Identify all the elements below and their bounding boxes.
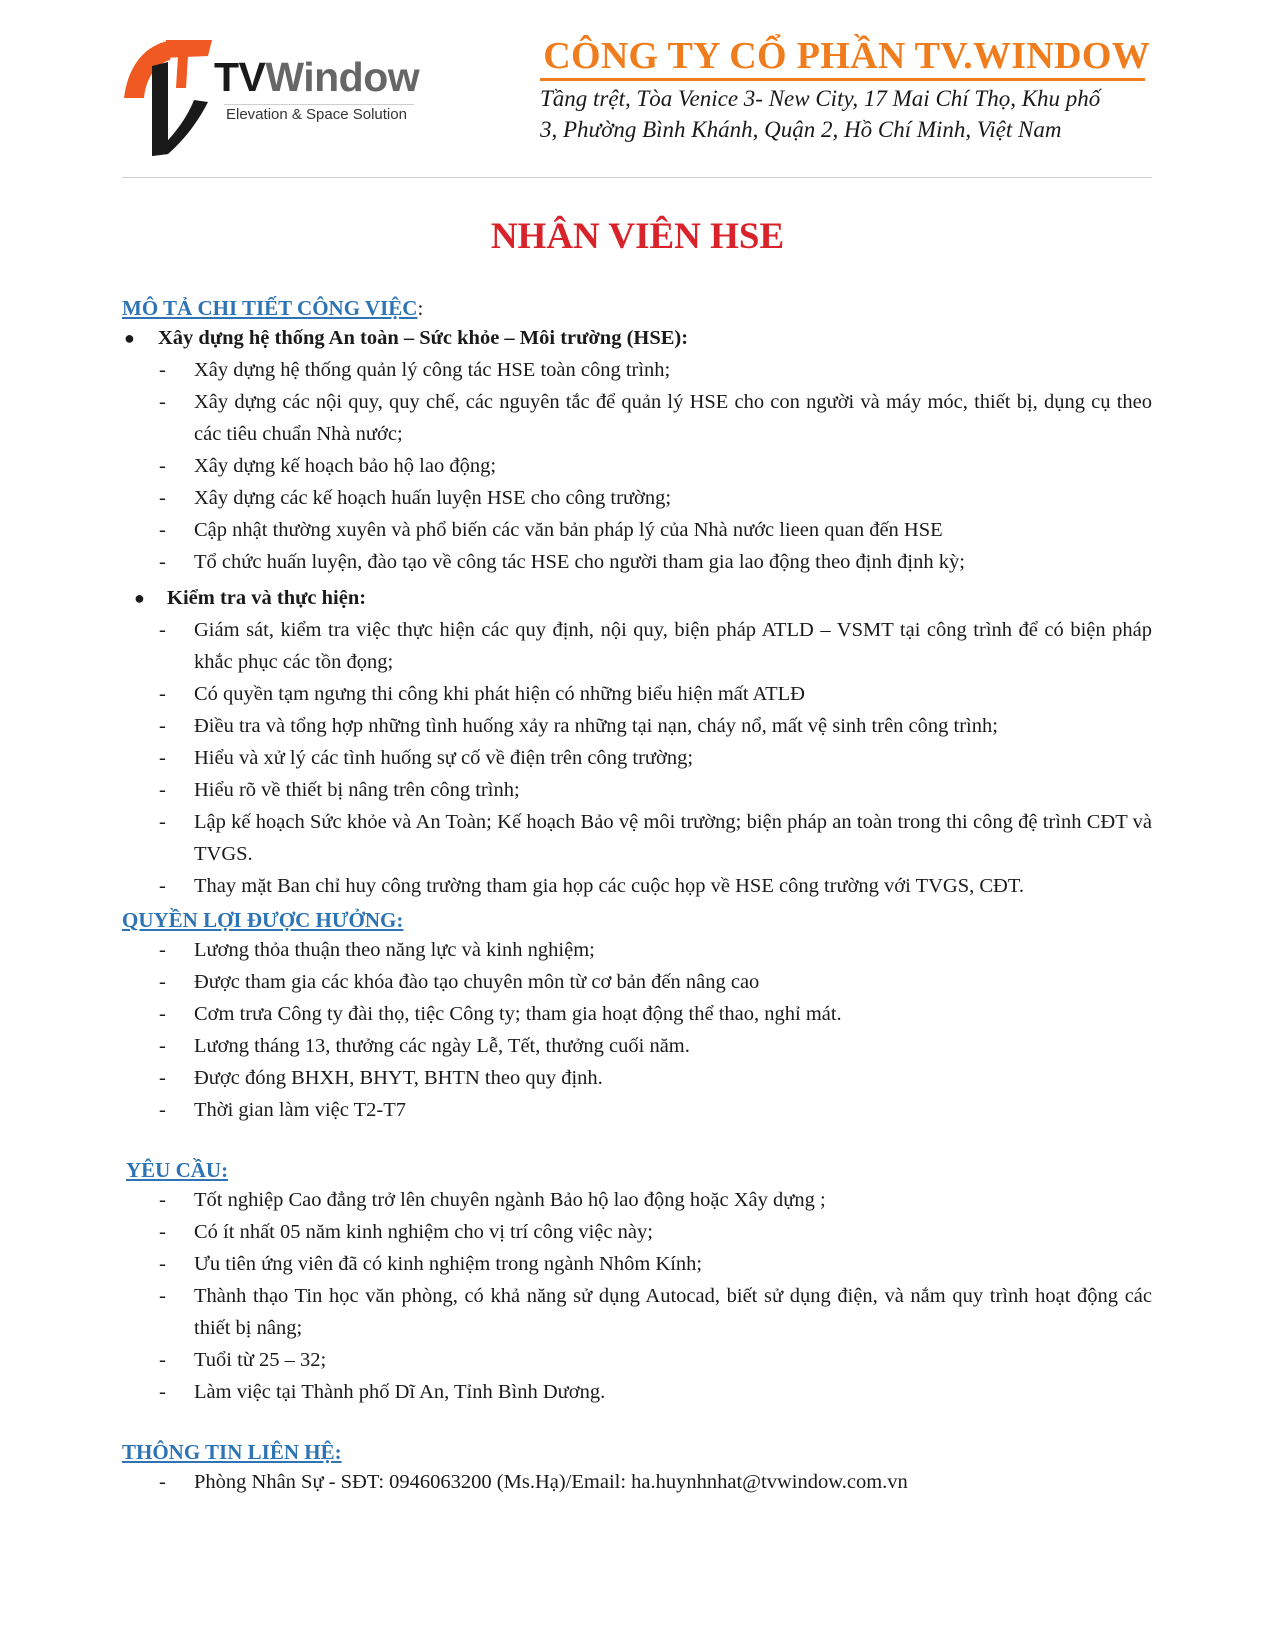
dash-bullet: - <box>159 1253 166 1275</box>
company-address-line-2: 3, Phường Bình Khánh, Quận 2, Hồ Chí Minh, Việt Nam <box>540 117 1062 142</box>
list-item-text: Được đóng BHXH, BHYT, BHTN theo quy định. <box>194 1067 603 1089</box>
dash-bullet: - <box>159 971 166 993</box>
company-address <box>535 83 1150 145</box>
bullet-group-title-hse <box>122 322 1152 354</box>
list-item <box>122 870 1152 902</box>
list-item <box>122 450 1152 482</box>
list-item-text: Lập kế hoạch Sức khỏe và An Toàn; Kế hoạch Bảo vệ môi trường; biện pháp an toàn trong thi công đệ trình CĐT và TVGS. <box>194 811 1152 865</box>
section-heading-description <box>122 294 1152 322</box>
logo-wordmark-window: Window <box>265 54 420 100</box>
section-heading-requirements: YÊU CẦU: <box>126 1158 229 1182</box>
list-item-text: Thay mặt Ban chỉ huy công trường tham gia họp các cuộc họp về HSE công trường với TVGS, CĐT. <box>194 875 1024 897</box>
list-item-text: Có quyền tạm ngưng thi công khi phát hiện có những biểu hiện mất ATLĐ <box>194 683 805 705</box>
list-item <box>122 1344 1152 1376</box>
company-name-underline <box>540 78 1145 81</box>
logo-wordmark <box>214 54 419 101</box>
logo-tagline: Elevation & Space Solution <box>226 106 407 123</box>
header-divider <box>122 177 1152 178</box>
list-item-text: Lương tháng 13, thưởng các ngày Lễ, Tết, thưởng cuối năm. <box>194 1035 690 1057</box>
job-content <box>122 294 1152 1498</box>
dash-bullet: - <box>159 359 166 381</box>
list-item-text: Cập nhật thường xuyên và phổ biến các văn bản pháp lý của Nhà nước lieen quan đến HSE <box>194 519 943 541</box>
section-heading-description-colon: : <box>417 296 424 320</box>
dash-bullet: - <box>159 811 166 833</box>
list-item <box>122 546 1152 578</box>
dash-bullet: - <box>159 1221 166 1243</box>
list-item-text: Cơm trưa Công ty đài thọ, tiệc Công ty; tham gia hoạt động thể thao, nghỉ mát. <box>194 1003 842 1025</box>
dash-bullet: - <box>159 551 166 573</box>
dash-bullet: - <box>159 391 166 413</box>
list-item-text: Ưu tiên ứng viên đã có kinh nghiệm trong ngành Nhôm Kính; <box>194 1253 703 1275</box>
list-item <box>122 806 1152 870</box>
job-title: NHÂN VIÊN HSE <box>490 216 785 257</box>
list-item <box>122 742 1152 774</box>
list-item-text: Xây dựng các nội quy, quy chế, các nguyên tắc để quản lý HSE cho con người và máy móc, thiết bị, dụng cụ theo các tiêu chuẩn Nhà nước; <box>194 391 1152 445</box>
section-heading-benefits: QUYỀN LỢI ĐƯỢC HƯỞNG: <box>122 908 404 932</box>
list-item <box>122 1062 1152 1094</box>
list-item <box>122 966 1152 998</box>
dash-bullet: - <box>159 1067 166 1089</box>
dash-bullet: - <box>159 875 166 897</box>
dash-bullet: - <box>159 779 166 801</box>
company-info <box>535 34 1150 145</box>
list-item <box>122 386 1152 450</box>
section-heading-contact: THÔNG TIN LIÊN HỆ: <box>122 1440 342 1464</box>
dash-bullet: - <box>159 715 166 737</box>
logo-tagline-rule <box>224 104 414 105</box>
dash-bullet: - <box>159 619 166 641</box>
dash-bullet: - <box>159 1285 166 1307</box>
list-item-text: Được tham gia các khóa đào tạo chuyên môn từ cơ bản đến nâng cao <box>194 971 760 993</box>
list-item <box>122 710 1152 742</box>
list-item <box>122 1094 1152 1126</box>
list-item <box>122 934 1152 966</box>
dash-bullet: - <box>159 519 166 541</box>
list-item-text: Có ít nhất 05 năm kinh nghiệm cho vị trí công việc này; <box>194 1221 653 1243</box>
list-item-text: Tổ chức huấn luyện, đào tạo về công tác HSE cho người tham gia lao động theo định định kỳ; <box>194 551 965 573</box>
list-item-text: Tuổi từ 25 – 32; <box>194 1349 327 1371</box>
list-item <box>122 1248 1152 1280</box>
dash-bullet: - <box>159 455 166 477</box>
list-item-text: Xây dựng kế hoạch bảo hộ lao động; <box>194 455 497 477</box>
list-item-text: Làm việc tại Thành phố Dĩ An, Tỉnh Bình Dương. <box>194 1381 606 1403</box>
dash-bullet: - <box>159 1381 166 1403</box>
list-item <box>122 1030 1152 1062</box>
list-item-text: Hiểu và xử lý các tình huống sự cố về điện trên công trường; <box>194 747 694 769</box>
dash-bullet: - <box>159 1349 166 1371</box>
list-item <box>122 998 1152 1030</box>
list-item-text: Lương thỏa thuận theo năng lực và kinh nghiệm; <box>194 939 595 961</box>
list-item-text: Tốt nghiệp Cao đẳng trở lên chuyên ngành Bảo hộ lao động hoặc Xây dựng ; <box>194 1189 826 1211</box>
list-item-text: Giám sát, kiểm tra việc thực hiện các quy định, nội quy, biện pháp ATLD – VSMT tại công trình để có biện pháp khắc phục các tồn đọng; <box>194 619 1152 673</box>
list-item <box>122 1216 1152 1248</box>
list-item <box>122 1376 1152 1408</box>
contact-text: Phòng Nhân Sự - SĐT: 0946063200 (Ms.Hạ)/Email: ha.huynhnhat@tvwindow.com.vn <box>194 1471 908 1493</box>
bullet-group-title-inspection <box>122 582 1152 614</box>
dash-bullet: - <box>159 747 166 769</box>
company-name: CÔNG TY CỔ PHẦN TV.WINDOW <box>543 35 1150 77</box>
list-item-text: Hiểu rõ về thiết bị nâng trên công trình; <box>194 779 520 801</box>
dash-bullet: - <box>159 1189 166 1211</box>
list-item-contact <box>122 1466 1152 1498</box>
bullet-dot: ● <box>134 588 145 608</box>
company-logo <box>122 36 422 166</box>
list-item <box>122 482 1152 514</box>
list-item-text: Điều tra và tổng hợp những tình huống xảy ra những tại nạn, cháy nổ, mất vệ sinh trên công trình; <box>194 715 998 737</box>
list-item <box>122 678 1152 710</box>
list-item-text: Thành thạo Tin học văn phòng, có khả năng sử dụng Autocad, biết sử dụng điện, và nắm quy trình hoạt động các thiết bị nâng; <box>194 1285 1152 1339</box>
bullet-group-title-hse-text: Xây dựng hệ thống An toàn – Sức khỏe – Môi trường (HSE): <box>158 327 689 349</box>
dash-bullet: - <box>159 939 166 961</box>
list-item <box>122 1184 1152 1216</box>
list-item-text: Xây dựng các kế hoạch huấn luyện HSE cho công trường; <box>194 487 672 509</box>
list-item <box>122 354 1152 386</box>
list-item <box>122 614 1152 678</box>
list-item-text: Xây dựng hệ thống quản lý công tác HSE toàn công trình; <box>194 359 671 381</box>
section-heading-description-text: MÔ TẢ CHI TIẾT CÔNG VIỆC <box>122 296 418 320</box>
list-item <box>122 774 1152 806</box>
bullet-dot: ● <box>124 328 135 348</box>
company-address-line-1: Tầng trệt, Tòa Venice 3- New City, 17 Mai Chí Thọ, Khu phố <box>540 86 1101 111</box>
list-item-text: Thời gian làm việc T2-T7 <box>194 1099 406 1121</box>
bullet-group-title-inspection-text: Kiểm tra và thực hiện: <box>167 587 367 609</box>
dash-bullet: - <box>159 1035 166 1057</box>
list-item <box>122 1280 1152 1344</box>
dash-bullet: - <box>159 1471 166 1493</box>
dash-bullet: - <box>159 487 166 509</box>
dash-bullet: - <box>159 1003 166 1025</box>
dash-bullet: - <box>159 683 166 705</box>
dash-bullet: - <box>159 1099 166 1121</box>
list-item <box>122 514 1152 546</box>
logo-wordmark-tv: TV <box>214 54 266 100</box>
